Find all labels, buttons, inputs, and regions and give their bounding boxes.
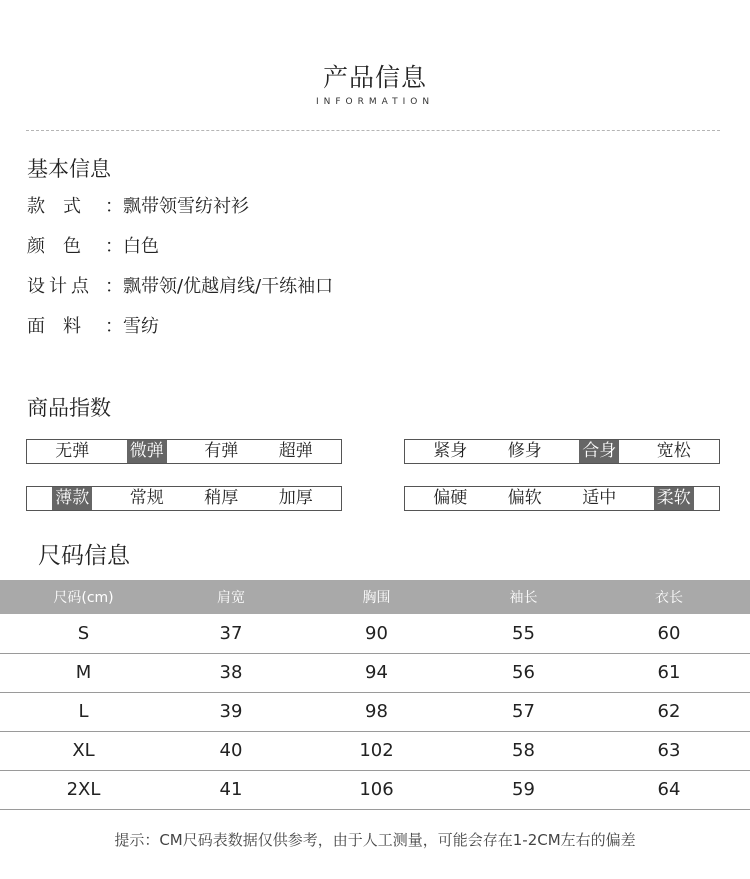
table-cell: 40 [219,740,243,761]
index-option: 有弹 [204,441,239,461]
index-option: 偏硬 [433,488,468,508]
basic-info-heading: 基本信息 [27,157,111,181]
table-cell: S [77,623,90,644]
table-cell: XL [72,740,95,761]
info-colon: ： [105,316,123,337]
column-header: 袖长 [509,590,538,606]
index-option: 薄款 [52,487,92,510]
index-option: 稍厚 [204,488,239,508]
size-info-heading: 尺码信息 [38,543,130,569]
table-cell: 57 [512,701,535,722]
index-box-elasticity [26,439,342,464]
table-cell: 63 [657,740,681,761]
index-option: 紧身 [433,441,468,461]
table-cell: 41 [219,779,243,800]
index-box-thickness [26,486,342,511]
table-cell: 62 [657,701,681,722]
table-cell: 64 [657,779,681,800]
table-cell: L [78,701,89,722]
page-title: 产品信息 [322,63,427,92]
info-label: 款 式 [27,196,81,217]
column-header: 尺码(cm) [53,590,114,606]
table-cell: 56 [512,662,535,683]
info-colon: ： [105,276,123,297]
table-cell: 98 [365,701,388,722]
index-option: 常规 [129,488,164,508]
info-row-fabric [27,314,159,340]
page-subtitle: INFORMATION [315,97,435,107]
info-label: 设计点 [27,276,93,297]
index-option: 柔软 [654,487,694,510]
info-row-design [27,274,333,300]
size-table-header [0,580,750,614]
table-cell: M [75,662,92,683]
table-row [0,692,750,732]
table-cell: 39 [219,701,243,722]
table-cell: 58 [512,740,535,761]
info-value: 雪纺 [123,316,159,337]
table-row [0,731,750,771]
info-label: 颜 色 [27,236,81,257]
column-header: 胸围 [362,590,391,606]
table-cell: 2XL [66,779,101,800]
index-option: 微弹 [127,440,167,463]
table-cell: 59 [512,779,535,800]
info-value: 飘带领/优越肩线/干练袖口 [123,276,334,297]
index-option: 修身 [507,441,542,461]
table-cell: 38 [219,662,243,683]
index-option: 加厚 [278,488,313,508]
table-cell: 102 [359,740,394,761]
info-row-style [27,194,249,220]
table-row [0,614,750,654]
index-option: 适中 [582,488,617,508]
dotted-divider [26,130,720,131]
table-cell: 106 [359,779,394,800]
info-value: 白色 [123,236,159,257]
index-option: 偏软 [507,488,542,508]
index-option: 超弹 [278,441,313,461]
info-colon: ： [105,196,123,217]
info-colon: ： [105,236,123,257]
measurement-note: 提示：CM尺码表数据仅供参考，由于人工测量，可能会存在1-2CM左右的偏差 [114,831,636,849]
index-option: 合身 [579,440,619,463]
index-option: 无弹 [55,441,90,461]
info-value: 飘带领雪纺衬衫 [123,196,249,217]
table-cell: 90 [365,623,388,644]
table-cell: 61 [657,662,681,683]
info-label: 面 料 [27,316,81,337]
index-option: 宽松 [656,441,691,461]
index-box-fit [404,439,720,464]
table-row [0,653,750,693]
table-cell: 55 [512,623,535,644]
info-row-color [27,234,159,260]
table-row [0,770,750,810]
column-header: 肩宽 [217,590,245,606]
table-cell: 37 [219,623,243,644]
table-cell: 60 [657,623,681,644]
index-box-softness [404,486,720,511]
column-header: 衣长 [655,590,683,606]
product-index-heading: 商品指数 [27,396,111,420]
table-cell: 94 [365,662,388,683]
